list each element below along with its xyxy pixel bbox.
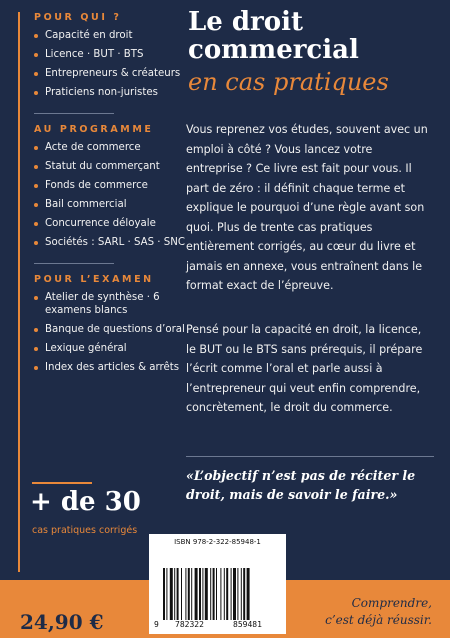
list-item: Praticiens non-juristes bbox=[34, 86, 188, 99]
isbn-label: ISBN 978-2-322-85948-1 bbox=[174, 538, 261, 546]
list-item: Entrepreneurs & créateurs bbox=[34, 67, 188, 80]
exam-list bbox=[34, 291, 188, 374]
programme-list bbox=[34, 141, 188, 249]
section-title: POUR QUI ? bbox=[34, 12, 122, 23]
section-programme bbox=[34, 124, 188, 249]
quote-divider bbox=[186, 456, 434, 457]
list-item: Acte de commerce bbox=[34, 141, 188, 154]
list-item: Atelier de synthèse · 6 examens blancs bbox=[34, 291, 188, 317]
list-item: Index des articles & arrêts bbox=[34, 361, 188, 374]
list-item: Lexique général bbox=[34, 342, 188, 355]
stat-label: cas pratiques corrigés bbox=[32, 525, 138, 536]
list-item: Capacité en droit bbox=[34, 29, 188, 42]
barcode-group-1: 782322 bbox=[175, 620, 204, 629]
description-paragraph-1: Vous reprenez vos études, souvent avec un emploi à côté ? Vous lancez votre entreprise ? Ce livre est fait pour vous. Il part de zéro : il définit chaque terme et explique le pourquoi d’une règle avant son quoi. Plus de trente cas pratiques entièrement corrigés, au cœur du livre et jamais en annexe, vous entraînent dans le format exact de l’épreuve. bbox=[186, 123, 428, 292]
price: 24,90 € bbox=[20, 610, 104, 634]
description-paragraph-2: Pensé pour la capacité en droit, la licence, le BUT ou le BTS sans prérequis, il prépare l’écrit comme l’oral et parle aussi à l’entrepreneur qui veut enfin comprendre, concrètement, le droit du commerce. bbox=[186, 323, 423, 414]
barcode-bars bbox=[163, 568, 273, 620]
audience-list bbox=[34, 29, 188, 99]
list-item: Licence · BUT · BTS bbox=[34, 48, 188, 61]
book-title bbox=[188, 8, 438, 64]
section-title: AU PROGRAMME bbox=[34, 124, 154, 135]
list-item: Banque de questions d’oral bbox=[34, 323, 188, 336]
list-item: Fonds de commerce bbox=[34, 179, 188, 192]
slogan: Comprendre, c’est déjà réussir. bbox=[325, 596, 432, 627]
barcode bbox=[149, 534, 286, 634]
list-item: Concurrence déloyale bbox=[34, 217, 188, 230]
section-pour-qui bbox=[34, 12, 188, 99]
title-line-2: commercial bbox=[188, 35, 359, 65]
book-subtitle: en cas pratiques bbox=[188, 68, 389, 96]
barcode-group-2: 859481 bbox=[233, 620, 262, 629]
list-item: Sociétés : SARL · SAS · SNC bbox=[34, 236, 188, 249]
barcode-digit-first: 9 bbox=[154, 620, 159, 629]
divider bbox=[34, 113, 114, 114]
list-item: Bail commercial bbox=[34, 198, 188, 211]
divider bbox=[34, 263, 114, 264]
stat-rule bbox=[32, 482, 92, 484]
pull-quote: «L’objectif n’est pas de réciter le droit, mais de savoir le faire.» bbox=[186, 468, 416, 502]
list-item: Statut du commerçant bbox=[34, 160, 188, 173]
title-line-1: Le droit bbox=[188, 7, 303, 37]
stat-value: + de 30 bbox=[30, 487, 141, 517]
section-title: POUR L’EXAMEN bbox=[34, 274, 154, 285]
section-examen bbox=[34, 274, 188, 374]
